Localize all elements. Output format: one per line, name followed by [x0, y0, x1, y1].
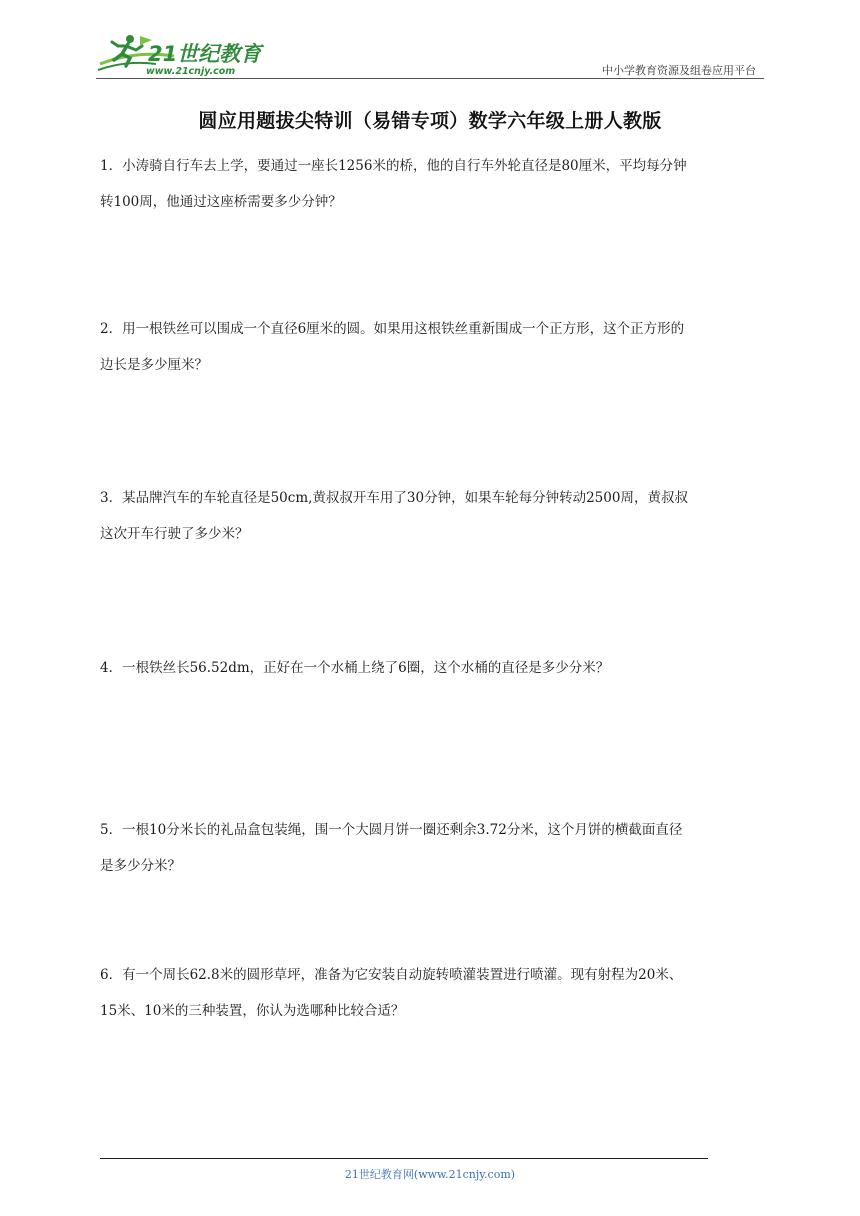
question-line: 6．有一个周长62.8米的圆形草坪，准备为它安装自动旋转喷灌装置进行喷灌。现有射程为20米、	[100, 967, 683, 983]
question-line: 1．小涛骑自行车去上学，要通过一座长1256米的桥，他的自行车外轮直径是80厘米，平均每分钟	[100, 158, 687, 174]
svg-text:21世纪教育: 21世纪教育	[148, 42, 262, 66]
question-line: 4．一根铁丝长56.52dm，正好在一个水桶上绕了6圈，这个水桶的直径是多少分米？	[100, 660, 610, 676]
question-line: 3．某品牌汽车的车轮直径是50cm,黄叔叔开车用了30分钟，如果车轮每分钟转动2500周，黄叔叔	[100, 490, 688, 506]
runner-icon	[96, 30, 266, 78]
question-line: 转100周，他通过这座桥需要多少分钟？	[100, 194, 342, 210]
svg-text:www.21cnjy.com: www.21cnjy.com	[146, 66, 236, 77]
page-header	[96, 30, 764, 80]
question-line: 5．一根10分米长的礼品盒包装绳，围一个大圆月饼一圈还剩余3.72分米，这个月饼的横截面直径	[100, 822, 683, 838]
logo	[96, 30, 266, 78]
question-3	[100, 480, 760, 552]
question-6	[100, 957, 760, 1029]
question-4	[100, 650, 760, 686]
question-line: 15米、10米的三种装置，你认为选哪种比较合适？	[100, 1003, 405, 1019]
question-line: 2．用一根铁丝可以围成一个直径6厘米的圆。如果用这根铁丝重新围成一个正方形，这个正方形的	[100, 321, 685, 337]
page-title: 圆应用题拔尖特训（易错专项）数学六年级上册人教版	[198, 110, 662, 132]
footer-link[interactable]: 21世纪教育网(www.21cnjy.com)	[344, 1168, 516, 1181]
question-2	[100, 311, 760, 383]
platform-name: 中小学教育资源及组卷应用平台	[602, 64, 756, 77]
header-divider	[96, 78, 764, 79]
question-1	[100, 148, 760, 220]
footer-divider	[100, 1158, 708, 1159]
question-line: 这次开车行驶了多少米？	[100, 526, 249, 542]
question-line: 边长是多少厘米？	[100, 357, 208, 373]
question-5	[100, 812, 760, 884]
question-line: 是多少分米？	[100, 858, 181, 874]
